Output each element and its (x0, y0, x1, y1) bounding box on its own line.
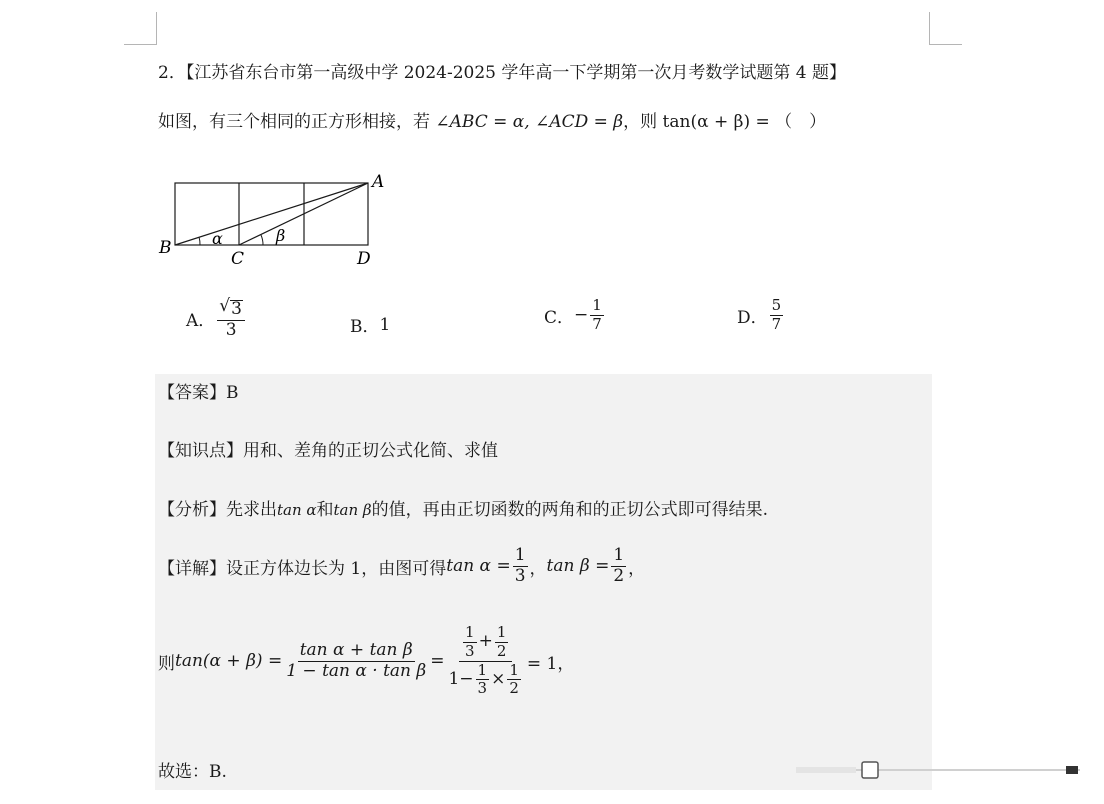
frac-den: 2 (509, 679, 519, 698)
option-a-radicand: 3 (231, 299, 242, 319)
label-C: C (231, 249, 245, 269)
option-c-sign: − (574, 305, 589, 326)
scrollbar-end (1066, 766, 1078, 774)
alpha-arc (199, 237, 200, 245)
formula-mid-denominator: 1 − tan α · tan β (286, 660, 427, 681)
knowledge-line: 【知识点】用和、差角的正切公式化简、求值 (158, 441, 498, 461)
stem-expression: tan(α + β) = (662, 112, 770, 132)
equals-sign: = (430, 651, 445, 671)
stem-condition: ∠ABC = α, ∠ACD = β (435, 112, 624, 132)
crop-mark (156, 12, 157, 45)
frac-num: 1 (477, 660, 488, 679)
option-a-denominator: 3 (225, 319, 237, 340)
frac-den: 2 (613, 565, 625, 586)
detail-fraction-third (513, 547, 528, 586)
one-minus: 1− (448, 668, 474, 689)
scrollbar-track-segment (796, 767, 856, 773)
frac-num: 1 (496, 623, 507, 641)
option-a-label: A． (186, 311, 216, 332)
option-d (737, 298, 785, 333)
option-b-label: B． (350, 317, 380, 337)
segment-BA (175, 183, 368, 245)
question-stem (158, 107, 826, 132)
detail-fraction-half (611, 547, 626, 586)
question-number: 2． (158, 63, 186, 83)
frac-num: 1 (465, 623, 475, 641)
option-c-fraction (590, 298, 604, 333)
answer-line: 【答案】B (158, 383, 239, 403)
detail-end: ， (628, 558, 646, 579)
frac-num: 1 (509, 660, 519, 679)
label-B: B (159, 238, 172, 258)
detail-separator: ， (529, 558, 547, 579)
formula-result: = 1， (526, 653, 575, 674)
option-c-denominator: 7 (592, 314, 602, 333)
formula-line (158, 625, 574, 697)
analysis-tan-beta: tan β (333, 501, 372, 519)
question-source (158, 58, 846, 83)
beta-arc (261, 235, 263, 245)
detail-line (158, 547, 645, 586)
option-d-numerator: 5 (771, 296, 782, 314)
crop-mark (929, 44, 962, 45)
frac-num: 1 (613, 545, 625, 565)
option-c-numerator: 1 (592, 296, 602, 314)
frac-den: 3 (477, 679, 488, 698)
option-a (186, 298, 247, 340)
crop-mark (124, 44, 157, 45)
label-alpha: α (212, 229, 223, 248)
option-c-label: C． (544, 307, 575, 328)
formula-then: 则 (158, 653, 175, 674)
frac-third (476, 660, 490, 698)
label-beta: β (276, 226, 286, 245)
formula-mid-numerator: tan α + tan β (299, 639, 413, 660)
option-a-fraction (217, 298, 245, 340)
conclusion-line: 故选：B. (158, 762, 227, 782)
analysis-suffix: 的值，再由正切函数的两角和的正切公式即可得结果. (371, 500, 769, 520)
frac-den: 3 (514, 565, 526, 586)
option-d-label: D． (737, 307, 768, 328)
option-b (350, 312, 390, 337)
analysis-and: 和 (316, 500, 334, 520)
answer-blank: （ ） (775, 112, 827, 132)
horizontal-scrollbar[interactable] (796, 760, 1080, 780)
scrollbar-thumb[interactable] (862, 762, 878, 778)
question-source-text: 【江苏省东台市第一高级中学 2024-2025 学年高一下学期第一次月考数学试题第 4 题】 (185, 63, 847, 83)
analysis-line (158, 495, 768, 520)
plus-sign: + (478, 631, 493, 652)
frac-num: 1 (514, 545, 526, 565)
stem-text: 如图，有三个相同的正方形相接，若 (158, 112, 430, 132)
analysis-prefix: 【分析】先求出 (158, 500, 277, 520)
option-d-fraction (770, 298, 784, 333)
detail-tan-alpha: tan α = (446, 556, 511, 577)
frac-half (507, 660, 521, 698)
three-squares-figure (150, 165, 400, 270)
label-A: A (372, 172, 385, 192)
crop-mark (929, 12, 930, 45)
formula-lhs: tan(α + β) = (175, 651, 283, 671)
label-D: D (357, 249, 371, 269)
detail-prefix: 【详解】设正方体边长为 1，由图可得 (158, 558, 447, 579)
sqrt-icon: √ (219, 296, 231, 316)
formula-mid-fraction (284, 639, 428, 681)
times-sign: × (491, 668, 506, 689)
frac-den: 3 (465, 641, 475, 660)
frac-third (463, 625, 477, 660)
option-c (544, 298, 606, 333)
detail-tan-beta: tan β = (546, 556, 610, 577)
formula-complex-fraction (446, 625, 524, 697)
stem-text-2: ，则 (623, 112, 658, 132)
frac-half (495, 625, 509, 660)
option-b-value: 1 (379, 314, 391, 335)
frac-den: 2 (496, 641, 507, 660)
option-d-denominator: 7 (771, 314, 782, 333)
analysis-tan-alpha: tan α (277, 501, 317, 519)
